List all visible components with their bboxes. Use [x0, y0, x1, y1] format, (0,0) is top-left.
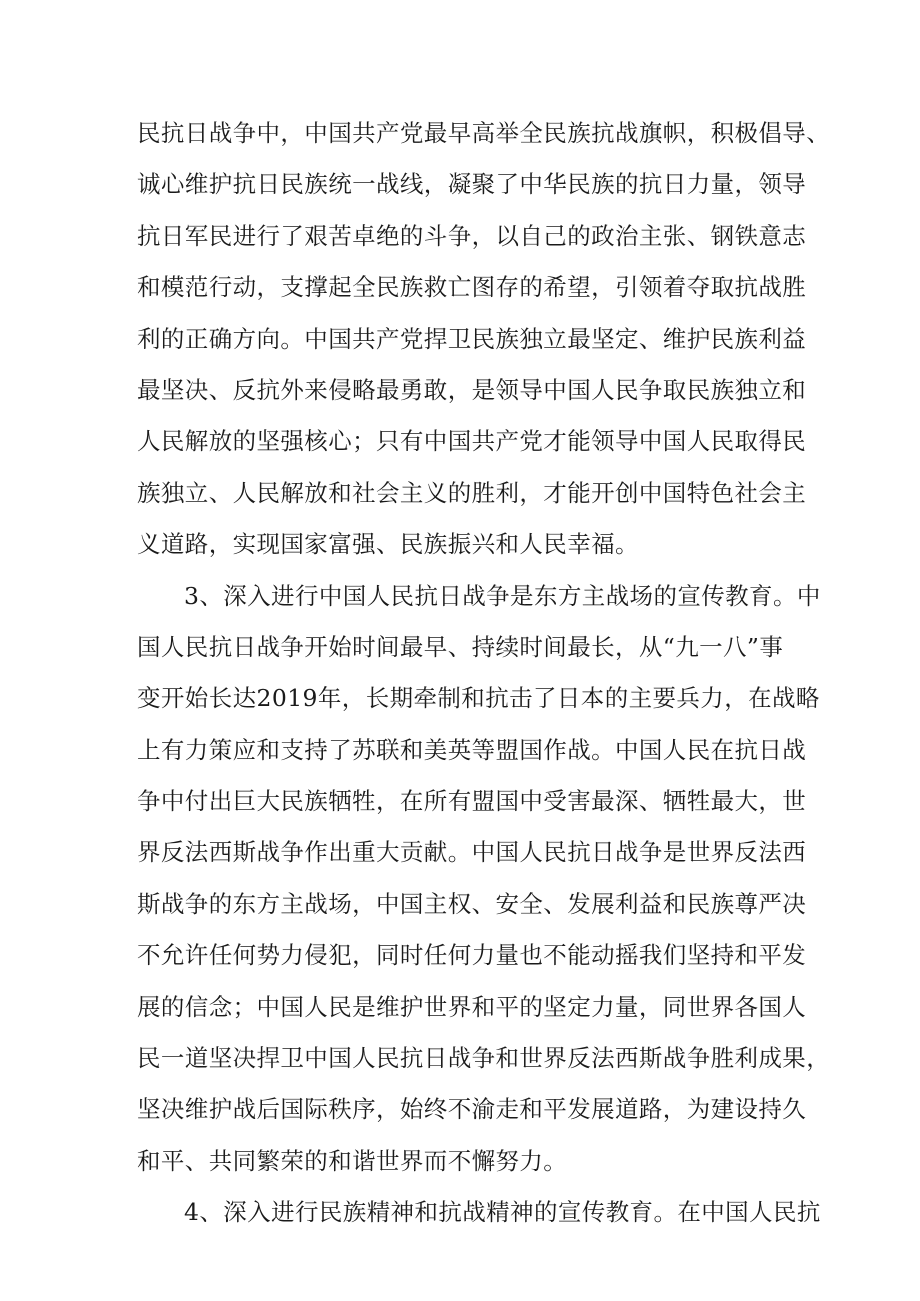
- text-line: 4、深入进行民族精神和抗战精神的宣传教育。在中国人民抗: [184, 1198, 821, 1227]
- text-line: 义道路，实现国家富强、民族振兴和人民幸福。: [137, 530, 639, 559]
- text-line: 3、深入进行中国人民抗日战争是东方主战场的宣传教育。中: [184, 581, 821, 610]
- text-line: 和平、共同繁荣的和谐世界而不懈努力。: [137, 1146, 568, 1175]
- text-line: 争中付出巨大民族牺牲，在所有盟国中受害最深、牺牲最大，世: [137, 787, 807, 816]
- text-line: 变开始长达2019年，长期牵制和抗击了日本的主要兵力，在战略: [137, 684, 820, 713]
- text-line: 诚心维护抗日民族统一战线，凝聚了中华民族的抗日力量，领导: [137, 170, 807, 199]
- text-line: 抗日军民进行了艰苦卓绝的斗争，以自己的政治主张、钢铁意志: [137, 221, 807, 250]
- body-text: [137, 108, 831, 1239]
- text-line: 斯战争的东方主战场，中国主权、安全、发展利益和民族尊严决: [137, 889, 807, 918]
- text-line: 上有力策应和支持了苏联和美英等盟国作战。中国人民在抗日战: [137, 735, 807, 764]
- text-line: 族独立、人民解放和社会主义的胜利，才能开创中国特色社会主: [137, 478, 807, 507]
- text-line: 不允许任何势力侵犯，同时任何力量也不能动摇我们坚持和平发: [137, 941, 807, 970]
- text-line: 利的正确方向。中国共产党捍卫民族独立最坚定、维护民族利益: [137, 324, 807, 353]
- text-line: 国人民抗日战争开始时间最早、持续时间最长，从“九一八”事: [137, 632, 784, 661]
- text-line: 和模范行动，支撑起全民族救亡图存的希望，引领着夺取抗战胜: [137, 273, 807, 302]
- text-line: 坚决维护战后国际秩序，始终不渝走和平发展道路，为建设持久: [137, 1095, 807, 1124]
- text-line: 展的信念；中国人民是维护世界和平的坚定力量，同世界各国人: [137, 992, 807, 1021]
- text-line: 民一道坚决捍卫中国人民抗日战争和世界反法西斯战争胜利成果，: [137, 1044, 831, 1073]
- text-line: 民抗日战争中，中国共产党最早高举全民族抗战旗帜，积极倡导、: [137, 119, 831, 147]
- text-line: 人民解放的坚强核心；只有中国共产党才能领导中国人民取得民: [137, 427, 807, 456]
- text-line: 界反法西斯战争作出重大贡献。中国人民抗日战争是世界反法西: [137, 838, 807, 867]
- text-line: 最坚决、反抗外来侵略最勇敢，是领导中国人民争取民族独立和: [137, 375, 807, 404]
